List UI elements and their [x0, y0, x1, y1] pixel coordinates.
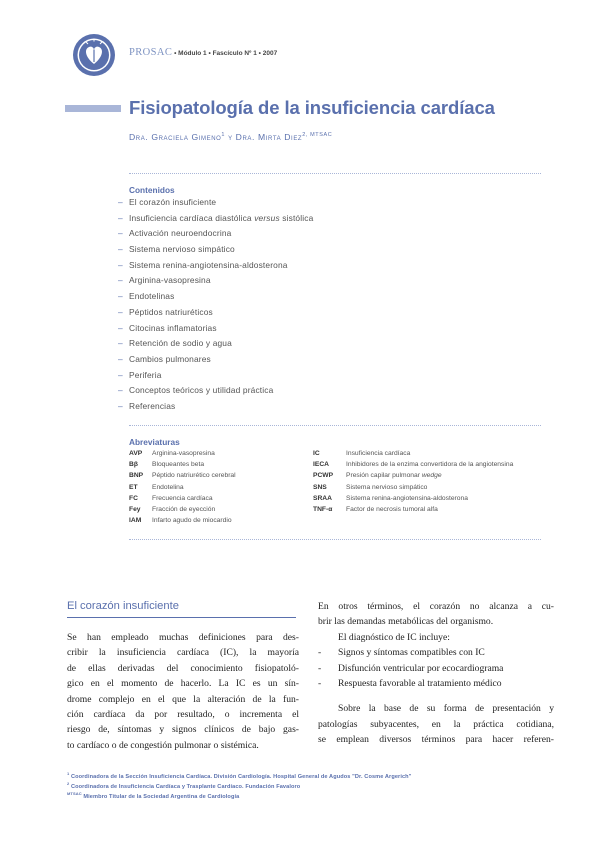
abbreviation-row [313, 472, 513, 483]
body-line: ción cardíaca da por resultado, o incrementa el [67, 708, 299, 720]
contents-item[interactable] [118, 401, 313, 417]
abbreviation-key: ET [129, 483, 138, 491]
section-heading: El corazón insuficiente [67, 600, 179, 612]
footnote-marker: MTSAC [67, 791, 82, 797]
contents-item-label: El corazón insuficiente [129, 197, 217, 207]
footnote-text: Coordinadora de Insuficiencia Cardíaca y Trasplante Cardíaco. Fundación Favaloro [69, 784, 301, 791]
contents-heading: Contenidos [129, 185, 175, 195]
abbreviation-row [313, 450, 513, 461]
body-line: cribir la insuficiencia cardíaca (IC), la mayoría [67, 647, 299, 659]
abbreviation-row [129, 484, 236, 495]
contents-item[interactable] [118, 338, 313, 354]
footnote [67, 781, 411, 791]
contents-item[interactable] [118, 213, 313, 229]
contents-item[interactable] [118, 370, 313, 386]
heart-emblem-icon [72, 33, 116, 77]
bullet-marker: - [318, 647, 322, 659]
footnote [67, 771, 411, 781]
abbreviations-right-column [313, 450, 513, 517]
abbreviation-key: FC [129, 494, 138, 502]
contents-item-label: Activación neuroendocrina [129, 228, 232, 239]
contents-dash: – [118, 353, 123, 364]
footnote-text: Coordinadora de la Sección Insuficiencia Cardíaca. División Cardiología. Hospital General de Agudos "Dr. Cosme Argerich" [69, 773, 412, 780]
bullet-text: Respuesta favorable al tratamiento médico [338, 677, 502, 689]
body-line: de ellas derivadas del conocimiento fisiopatoló- [67, 662, 299, 674]
body-line: patologías subyacentes, en la práctica cotidiana, [318, 718, 554, 730]
abbreviation-value: Fracción de eyección [152, 505, 216, 513]
contents-item[interactable] [118, 244, 313, 260]
abbreviation-row [313, 484, 513, 495]
abbreviation-key: IAM [129, 517, 142, 525]
abbreviation-row [313, 506, 513, 517]
abbreviation-row [129, 461, 236, 472]
abbreviation-key: BNP [129, 472, 144, 480]
body-right-column [318, 601, 554, 750]
abbreviation-row [129, 517, 236, 528]
bullet-marker: - [318, 677, 322, 689]
contents-dash: – [118, 197, 123, 207]
contents-dash: – [118, 306, 123, 317]
author-2: Dra. Mirta Diez [235, 132, 303, 142]
contents-dash: – [118, 338, 123, 349]
contents-dash: – [118, 275, 123, 286]
abbreviation-value: Insuficiencia cardíaca [346, 450, 411, 457]
contents-item[interactable] [118, 291, 313, 307]
bullet-text: Signos y síntomas compatibles con IC [338, 647, 485, 659]
abbreviation-key: Fey [129, 505, 141, 513]
contents-item[interactable] [118, 307, 313, 323]
abbreviation-value: Frecuencia cardíaca [152, 494, 213, 502]
contents-item-label: Sistema renina-angiotensina-aldosterona [129, 259, 288, 270]
abbreviations-left-column [129, 450, 236, 528]
abbreviation-key: TNF-α [313, 505, 333, 513]
abbreviation-row [129, 495, 236, 506]
author-connector: y [225, 132, 236, 142]
body-line: brir las demandas metabólicas del organismo. [318, 616, 494, 628]
contents-dash: – [118, 291, 123, 302]
contents-dash: – [118, 400, 123, 411]
body-line: se emplean diversos términos para hacer referen- [318, 734, 554, 746]
contents-item[interactable] [118, 275, 313, 291]
section-heading-underline [67, 617, 296, 618]
contents-item-label: Endotelinas [129, 291, 175, 302]
abbreviation-value: Sistema renina-angiotensina-aldosterona [346, 494, 468, 502]
abbreviation-value-emphasis: wedge [421, 472, 442, 480]
article-title: Fisiopatología de la insuficiencia cardíaca [129, 97, 495, 118]
abbreviation-key: SRAA [313, 494, 332, 502]
contents-dash: – [118, 259, 123, 270]
diagnosis-bullet [318, 678, 554, 693]
contents-dash: – [118, 322, 123, 333]
dotted-divider [129, 173, 541, 174]
contents-item-label: Referencias [129, 400, 176, 411]
bullet-marker: - [318, 662, 322, 674]
abbreviation-value: Arginina-vasopresina [152, 450, 215, 457]
dotted-divider [129, 425, 541, 426]
contents-item-label: Péptidos natriuréticos [129, 306, 213, 317]
abbreviation-value: Presión capilar pulmonar [346, 472, 422, 480]
contents-item-label: Retención de sodio y agua [129, 338, 232, 349]
abbreviation-key: Bβ [129, 461, 138, 469]
author-1-affiliation: 1 [221, 132, 226, 139]
body-line: riesgo de, síntomas y signos clínicos de bajo gas- [67, 724, 299, 736]
body-line: drome complejo en el que la alteración de la fun- [67, 693, 299, 705]
abbreviation-key: IC [313, 450, 320, 457]
diagnosis-bullet [318, 647, 554, 662]
footnote-text: Miembro Titular de la Sociedad Argentina de Cardiología [81, 794, 240, 801]
abbreviation-key: AVP [129, 450, 143, 457]
footnote-marker: 2 [67, 781, 70, 787]
dotted-divider [129, 539, 541, 540]
abbreviation-value: Sistema nervioso simpático [346, 483, 428, 491]
contents-item[interactable] [118, 197, 313, 213]
contents-item[interactable] [118, 260, 313, 276]
contents-item-emphasis: versus [254, 212, 280, 223]
body-line: Se han empleado muchas definiciones para des- [67, 632, 299, 643]
author-2-affiliation: 2, MTSAC [302, 132, 333, 139]
footnote-marker: 1 [67, 771, 70, 776]
abbreviation-row [129, 472, 236, 483]
abbreviation-value: Inhibidores de la enzima convertidora de la angiotensina [346, 461, 514, 469]
abbreviation-value: Factor de necrosis tumoral alfa [346, 505, 438, 513]
contents-dash: – [118, 369, 123, 380]
journal-info [129, 47, 277, 58]
contents-item-label: Insuficiencia cardíaca diastólica [129, 212, 255, 223]
journal-brand: PROSAC [129, 47, 173, 58]
title-accent-bar [65, 105, 121, 112]
abbreviation-row [313, 461, 513, 472]
abbreviation-key: IECA [313, 461, 329, 469]
abbreviations-heading: Abreviaturas [129, 437, 180, 447]
body-line: Sobre la base de su forma de presentación y [338, 703, 554, 715]
contents-item-label: Cambios pulmonares [129, 353, 211, 364]
contents-item-label: Citocinas inflamatorias [129, 322, 217, 333]
abbreviation-row [129, 450, 236, 461]
footnotes [67, 771, 411, 802]
contents-item-label: Arginina-vasopresina [129, 275, 211, 286]
abbreviation-value: Infarto agudo de miocardio [152, 517, 232, 525]
contents-item[interactable] [118, 323, 313, 339]
abbreviation-value: Bloqueantes beta [152, 461, 205, 469]
diagnosis-bullet [318, 663, 554, 678]
contents-item-label-end: sistólica [279, 212, 314, 223]
author-1: Dra. Graciela Gimeno [129, 132, 222, 142]
abbreviation-value: Endotelina [152, 483, 184, 491]
body-line: gico en el momento de hacerlo. La IC es un sín- [67, 678, 299, 690]
contents-dash: – [118, 385, 123, 396]
contents-item[interactable] [118, 354, 313, 370]
contents-item-label: Sistema nervioso simpático [129, 244, 235, 255]
abbreviation-value: Péptido natriurético cerebral [152, 472, 236, 480]
body-line: En otros términos, el corazón no alcanza a cu- [318, 601, 554, 612]
contents-item-label: Conceptos teóricos y utilidad práctica [129, 385, 274, 396]
contents-dash: – [118, 244, 123, 255]
footnote [67, 791, 411, 801]
abbreviation-row [313, 495, 513, 506]
contents-dash: – [118, 212, 123, 223]
abbreviation-key: PCWP [313, 472, 334, 480]
abbreviation-key: SNS [313, 483, 327, 491]
body-line: to cardíaco o de congestión pulmonar o sistémica. [67, 739, 259, 751]
article-authors [129, 132, 332, 142]
abbreviation-row [129, 506, 236, 517]
contents-list [118, 197, 313, 417]
journal-issue: • Módulo 1 • Fascículo Nº 1 • 2007 [172, 50, 278, 57]
contents-item-label: Periferia [129, 369, 162, 380]
contents-item[interactable] [118, 228, 313, 244]
contents-item[interactable] [118, 385, 313, 401]
diagnosis-intro: El diagnóstico de IC incluye: [338, 631, 450, 643]
contents-dash: – [118, 228, 123, 239]
body-left-column [67, 632, 299, 755]
bullet-text: Disfunción ventricular por ecocardiograma [338, 662, 504, 674]
